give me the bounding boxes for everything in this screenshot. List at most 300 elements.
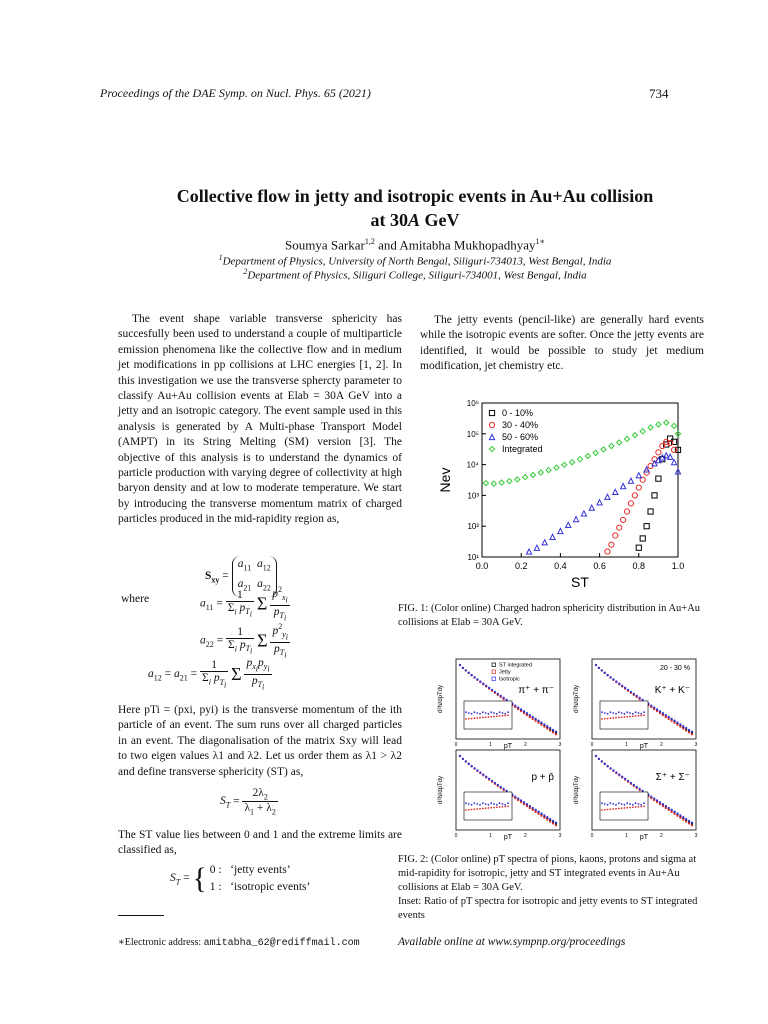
- inset-point: [479, 713, 481, 715]
- spectrum-point: [555, 822, 557, 824]
- limits-paragraph: The ST value lies between 0 and 1 and the extreme limits are classified as,: [118, 829, 402, 857]
- spectrum-point: [621, 776, 623, 778]
- data-point: [566, 522, 571, 527]
- spectrum-point: [685, 820, 687, 822]
- spectrum-point: [682, 728, 684, 730]
- spectrum-point: [653, 706, 655, 708]
- inset-point: [643, 714, 645, 716]
- data-point: [632, 433, 637, 438]
- inset-point: [474, 717, 476, 719]
- spectrum-point: [673, 813, 675, 815]
- data-point: [581, 511, 586, 516]
- data-point: [534, 545, 539, 550]
- panel-x-tick: 1: [625, 742, 629, 748]
- data-point: [656, 450, 661, 455]
- spectrum-point: [630, 782, 632, 784]
- spectrum-point: [671, 811, 673, 813]
- data-point: [609, 443, 614, 448]
- spectrum-point: [549, 729, 551, 731]
- case-1-value: 0 :: [209, 864, 222, 876]
- inset-point: [476, 717, 478, 719]
- inset-point: [624, 713, 626, 715]
- spectrum-point: [639, 697, 641, 699]
- title-line-2-post: GeV: [420, 210, 460, 230]
- inset-point: [626, 807, 628, 809]
- spectrum-point: [685, 729, 687, 731]
- data-point: [585, 453, 590, 458]
- inset-point: [504, 715, 506, 717]
- spectrum-point: [459, 755, 461, 757]
- data-point: [613, 533, 618, 538]
- spectrum-point: [688, 820, 690, 822]
- spectrum-point: [514, 704, 516, 706]
- spectrum-point: [523, 710, 525, 712]
- spectrum-point: [612, 678, 614, 680]
- inset-point: [624, 716, 626, 718]
- spectrum-point: [488, 778, 490, 780]
- inset-point: [632, 804, 634, 806]
- inset-point: [465, 711, 467, 713]
- x-axis-label: ST: [571, 574, 589, 590]
- x-tick-label: 1.0: [671, 561, 685, 571]
- inset-point: [485, 716, 487, 718]
- data-point: [609, 542, 614, 547]
- data-point: [624, 436, 629, 441]
- y-tick-label: 10⁴: [466, 460, 479, 470]
- inset-point: [629, 803, 631, 805]
- spectrum-point: [520, 799, 522, 801]
- spectrum-point: [659, 712, 661, 714]
- inset-point: [502, 715, 504, 717]
- spectrum-point: [537, 722, 539, 724]
- inset-point: [496, 715, 498, 717]
- inset-point: [610, 717, 612, 719]
- spectrum-point: [517, 706, 519, 708]
- data-point: [605, 494, 610, 499]
- spectrum-point: [555, 731, 557, 733]
- data-point: [483, 481, 488, 486]
- spectrum-point: [659, 710, 661, 712]
- spectrum-point: [691, 731, 693, 733]
- spectrum-point: [529, 716, 531, 718]
- data-point: [656, 422, 661, 427]
- inset-point: [640, 804, 642, 806]
- data-point: [526, 549, 531, 554]
- spectrum-point: [633, 784, 635, 786]
- spectrum-point: [491, 689, 493, 691]
- inset-point: [504, 804, 506, 806]
- inset-point: [490, 807, 492, 809]
- inset-point: [635, 715, 637, 717]
- inset-point: [504, 713, 506, 715]
- spectrum-point: [532, 716, 534, 718]
- inset-point: [635, 802, 637, 804]
- y-tick-label: 10³: [467, 491, 479, 501]
- inset-point: [488, 807, 490, 809]
- spectrum-point: [676, 721, 678, 723]
- panel-x-tick: 2: [523, 742, 527, 748]
- spectrum-point: [665, 716, 667, 718]
- panel-x-tick: 3: [694, 742, 698, 748]
- spectrum-point: [485, 776, 487, 778]
- spectrum-point: [679, 817, 681, 819]
- spectrum-point: [482, 774, 484, 776]
- author-connector: and: [374, 237, 400, 253]
- inset-point: [493, 712, 495, 714]
- data-point: [636, 545, 641, 550]
- spectrum-point: [668, 718, 670, 720]
- affiliation-2-text: Department of Physics, Siliguri College, Siliguri-734001, West Bengal, India: [247, 269, 587, 282]
- spectrum-point: [691, 824, 693, 826]
- inset-point: [618, 717, 620, 719]
- spectrum-point: [488, 687, 490, 689]
- inset-point: [610, 808, 612, 810]
- spectrum-point: [673, 811, 675, 813]
- inset-point: [607, 718, 609, 720]
- inset-point: [482, 717, 484, 719]
- data-point: [671, 423, 676, 428]
- inset-point: [638, 806, 640, 808]
- spectrum-point: [671, 720, 673, 722]
- inset-point: [601, 718, 603, 720]
- spectrum-point: [532, 809, 534, 811]
- inset-point: [479, 808, 481, 810]
- data-point: [570, 460, 575, 465]
- data-point: [648, 425, 653, 430]
- pt-spectra-figure: [432, 655, 702, 845]
- inset-point: [624, 807, 626, 809]
- spectrum-point: [523, 801, 525, 803]
- spectrum-point: [537, 811, 539, 813]
- inset-point: [493, 716, 495, 718]
- legend-label: Jetty: [499, 669, 511, 676]
- inset-point: [624, 804, 626, 806]
- spectrum-point: [540, 815, 542, 817]
- inset-point: [621, 716, 623, 718]
- spectrum-point: [662, 805, 664, 807]
- authors: [110, 237, 720, 253]
- affiliation-1-sup: 1: [218, 253, 223, 262]
- inset-point: [476, 803, 478, 805]
- spectrum-point: [624, 687, 626, 689]
- footnote-rule: [118, 915, 164, 916]
- spectrum-point: [485, 685, 487, 687]
- spectrum-point: [627, 780, 629, 782]
- inset-point: [471, 713, 473, 715]
- available-online[interactable]: Available online at www.sympnp.org/proceedings: [398, 936, 626, 948]
- spectrum-point: [549, 820, 551, 822]
- spectrum-point: [607, 674, 609, 676]
- spectrum-point: [685, 727, 687, 729]
- inset-point: [502, 806, 504, 808]
- data-point: [542, 540, 547, 545]
- data-point: [507, 479, 512, 484]
- spectrum-point: [650, 795, 652, 797]
- inset-point: [626, 802, 628, 804]
- inset-point: [465, 809, 467, 811]
- spectrum-point: [668, 807, 670, 809]
- spectrum-point: [615, 680, 617, 682]
- inset-point: [488, 716, 490, 718]
- inset-point: [496, 806, 498, 808]
- panel-x-label: pT: [639, 743, 649, 750]
- case-1-label: ‘jetty events’: [230, 864, 291, 876]
- data-point: [664, 420, 669, 425]
- spectrum-point: [555, 824, 557, 826]
- inset-point: [474, 808, 476, 810]
- spectrum-point: [523, 712, 525, 714]
- spectrum-point: [688, 822, 690, 824]
- particle-label: p + p̄: [531, 772, 554, 783]
- panel-x-tick: 0: [590, 833, 594, 839]
- inset-point: [485, 712, 487, 714]
- panel-x-tick: 3: [694, 833, 698, 839]
- spectrum-point: [615, 771, 617, 773]
- spectrum-point: [552, 731, 554, 733]
- spectrum-point: [665, 714, 667, 716]
- title-line-2-italic: A: [407, 210, 420, 230]
- spectrum-point: [546, 725, 548, 727]
- inset-point: [507, 711, 509, 713]
- particle-label: K⁺ + K⁻: [654, 685, 690, 696]
- spectrum-point: [468, 672, 470, 674]
- spectrum-point: [505, 699, 507, 701]
- spectrum-point: [630, 691, 632, 693]
- panel-x-tick: 3: [558, 742, 562, 748]
- inset-point: [479, 717, 481, 719]
- sphericity-chart: [430, 395, 700, 590]
- spectrum-point: [601, 669, 603, 671]
- inset-point: [474, 711, 476, 713]
- legend-marker: [489, 422, 494, 427]
- spectrum-point: [523, 803, 525, 805]
- data-point: [491, 481, 496, 486]
- spectrum-point: [688, 731, 690, 733]
- inset-point: [476, 712, 478, 714]
- spectra-panel: [438, 750, 562, 841]
- spectrum-point: [679, 723, 681, 725]
- spectrum-point: [671, 718, 673, 720]
- spectrum-point: [671, 809, 673, 811]
- spectrum-point: [679, 726, 681, 728]
- inset-point: [465, 718, 467, 720]
- spectrum-point: [676, 815, 678, 817]
- inset-point: [610, 711, 612, 713]
- inset-point: [468, 712, 470, 714]
- inset-point: [474, 802, 476, 804]
- inset-point: [499, 715, 501, 717]
- spectrum-point: [546, 819, 548, 821]
- spectrum-point: [636, 786, 638, 788]
- inset-point: [499, 802, 501, 804]
- spectrum-point: [609, 676, 611, 678]
- panel-x-label: pT: [503, 743, 513, 750]
- spectra-panel: [574, 659, 698, 750]
- spectrum-point: [627, 689, 629, 691]
- inset-point: [640, 713, 642, 715]
- inset-point: [607, 809, 609, 811]
- spectrum-point: [682, 816, 684, 818]
- spectrum-point: [526, 714, 528, 716]
- spectrum-point: [552, 729, 554, 731]
- data-point: [636, 473, 641, 478]
- spectrum-point: [653, 797, 655, 799]
- inset-point: [468, 803, 470, 805]
- affiliation-2-sup: 2: [243, 267, 248, 276]
- inset-point: [485, 807, 487, 809]
- footnote-label: ∗Electronic address:: [118, 937, 204, 948]
- x-tick-label: 0.6: [593, 561, 606, 571]
- where-label: where: [121, 593, 150, 605]
- spectrum-point: [497, 784, 499, 786]
- spectrum-point: [517, 797, 519, 799]
- spectrum-point: [497, 693, 499, 695]
- inset-point: [490, 711, 492, 713]
- spectrum-point: [595, 664, 597, 666]
- spectrum-point: [482, 683, 484, 685]
- spectrum-point: [639, 788, 641, 790]
- spectrum-point: [494, 691, 496, 693]
- panel-x-tick: 1: [489, 833, 493, 839]
- spectrum-point: [604, 763, 606, 765]
- spectrum-point: [465, 760, 467, 762]
- title-line-2-pre: at 30: [370, 210, 408, 230]
- inset-point: [632, 806, 634, 808]
- x-tick-label: 0.0: [475, 561, 489, 571]
- inset-point: [496, 713, 498, 715]
- spectrum-point: [549, 727, 551, 729]
- inset-point: [615, 804, 617, 806]
- spectrum-point: [552, 820, 554, 822]
- x-tick-label: 0.2: [514, 561, 528, 571]
- title-line-1: Collective flow in jetty and isotropic events in Au+Au collision: [176, 186, 654, 206]
- equation-a12: $a_{12} = a_{21}$ = $\frac{1}{\Sigma_i p_{T_i}}$ Σ $\frac{p_{x_i}p_{y_i}}{p_{T_i}}$: [148, 657, 270, 692]
- spectrum-point: [537, 813, 539, 815]
- spectrum-point: [546, 816, 548, 818]
- journal-header: Proceedings of the DAE Symp. on Nucl. Phys. 65 (2021): [100, 86, 371, 100]
- legend-label: 50 - 60%: [502, 432, 539, 442]
- spectrum-point: [468, 763, 470, 765]
- spectrum-point: [546, 728, 548, 730]
- panel-x-tick: 1: [625, 833, 629, 839]
- spectrum-point: [673, 720, 675, 722]
- inset-point: [471, 809, 473, 811]
- author-2-affil: 1∗: [535, 237, 545, 246]
- inset-point: [638, 715, 640, 717]
- data-point: [515, 477, 520, 482]
- inset-point: [468, 718, 470, 720]
- data-point: [550, 534, 555, 539]
- data-point: [668, 454, 673, 459]
- spectrum-point: [668, 809, 670, 811]
- centrality-tag: 20 - 30 %: [660, 665, 690, 672]
- inset-point: [482, 711, 484, 713]
- spectrum-point: [618, 774, 620, 776]
- jetty-paragraph: The jetty events (pencil-like) are generally hard events while the isotropic events are softer. Once the jetty events are identified, it would be possible to study jet medium modification, jet chemistry etc.: [420, 314, 704, 373]
- spectrum-point: [691, 733, 693, 735]
- panel-x-tick: 2: [523, 833, 527, 839]
- case-2-value: 1 :: [209, 881, 222, 893]
- spectrum-point: [662, 712, 664, 714]
- affiliation-1-text: Department of Physics, University of North Bengal, Siliguri-734013, West Bengal, India: [222, 255, 612, 268]
- spectrum-point: [676, 812, 678, 814]
- data-point: [499, 480, 504, 485]
- inset-point: [507, 802, 509, 804]
- spectrum-point: [682, 819, 684, 821]
- panel-x-tick: 2: [659, 833, 663, 839]
- inset-point: [612, 717, 614, 719]
- spectrum-point: [662, 714, 664, 716]
- figure-2-inset-note: Inset: Ratio of pT spectra for isotropic and jetty events to ST integrated events: [398, 896, 698, 921]
- spectrum-point: [624, 778, 626, 780]
- inset-point: [618, 802, 620, 804]
- figure-1-caption: FIG. 1: (Color online) Charged hadron sphericity distribution in Au+Au collisions at Elab = 30A GeV.: [398, 603, 701, 628]
- spectrum-point: [473, 767, 475, 769]
- footnote: [118, 937, 360, 949]
- spectrum-point: [462, 758, 464, 760]
- footnote-email[interactable]: amitabha_62@rediffmail.com: [203, 938, 360, 949]
- spectra-panel: [438, 659, 562, 750]
- data-point: [617, 440, 622, 445]
- panel-y-label: d²N/dpTdy: [574, 775, 580, 805]
- inset-point: [626, 711, 628, 713]
- data-point: [523, 475, 528, 480]
- spectrum-point: [673, 722, 675, 724]
- spectrum-point: [505, 790, 507, 792]
- inset-point: [507, 805, 509, 807]
- x-tick-label: 0.8: [632, 561, 646, 571]
- spectrum-point: [529, 805, 531, 807]
- spectra-panel: [574, 750, 698, 841]
- figure-2-caption: [398, 853, 704, 923]
- spectrum-point: [552, 822, 554, 824]
- data-point: [593, 450, 598, 455]
- inset-point: [601, 809, 603, 811]
- spectrum-point: [476, 769, 478, 771]
- data-point: [656, 476, 661, 481]
- spectrum-point: [679, 814, 681, 816]
- y-tick-label: 10⁶: [466, 399, 479, 408]
- legend-marker: [489, 434, 494, 439]
- inset-point: [482, 808, 484, 810]
- panel-x-tick: 0: [454, 742, 458, 748]
- inset-point: [638, 712, 640, 714]
- spectrum-point: [526, 712, 528, 714]
- data-point: [644, 524, 649, 529]
- spectrum-point: [473, 676, 475, 678]
- spectrum-point: [465, 669, 467, 671]
- data-point: [546, 468, 551, 473]
- data-point: [577, 457, 582, 462]
- legend-marker: [489, 410, 494, 415]
- spectrum-point: [598, 667, 600, 669]
- spectrum-point: [479, 771, 481, 773]
- panel-y-label: d²N/dpTdy: [574, 684, 580, 714]
- spectrum-point: [462, 667, 464, 669]
- spectrum-point: [459, 664, 461, 666]
- spectrum-point: [543, 814, 545, 816]
- spectrum-point: [598, 758, 600, 760]
- spectrum-point: [607, 765, 609, 767]
- spectrum-point: [514, 795, 516, 797]
- data-point: [624, 509, 629, 514]
- y-axis-label: Nev: [437, 467, 453, 493]
- inset-point: [601, 802, 603, 804]
- inset-point: [621, 803, 623, 805]
- spectrum-point: [494, 782, 496, 784]
- data-point: [589, 505, 594, 510]
- inset-point: [612, 712, 614, 714]
